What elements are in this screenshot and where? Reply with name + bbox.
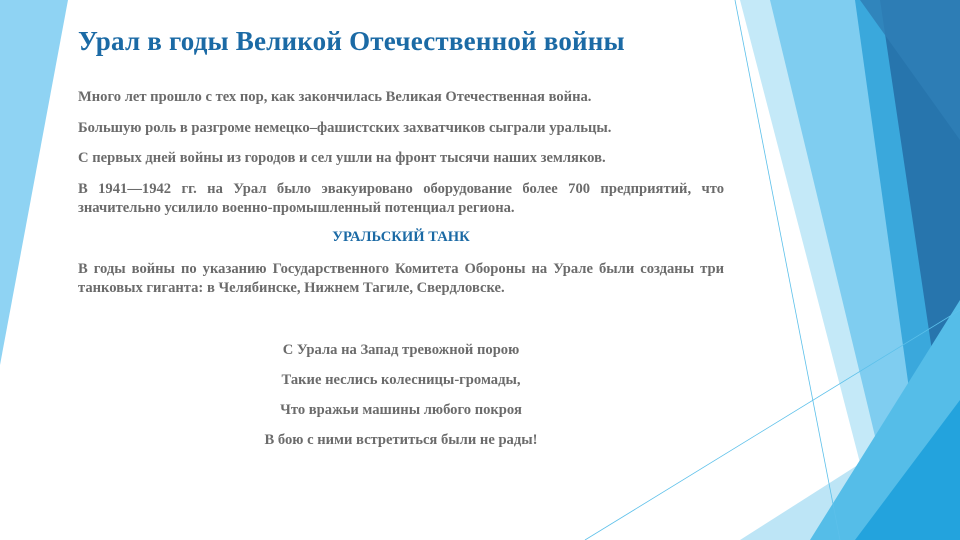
poem-line-3: Что вражьи машины любого покроя <box>280 402 522 418</box>
subheading-ural-tank: УРАЛЬСКИЙ ТАНК <box>332 229 470 245</box>
poem-line-4: В бою с ними встретиться были не рады! <box>264 432 538 448</box>
tank-paragraph: В годы войны по указанию Государственного Комитета Обороны на Урале были созданы три танковых гиганта: в Челябинске, Нижнем Тагиле, Свердловске. <box>78 261 724 296</box>
paragraph-3: С первых дней войны из городов и сел ушли на фронт тысячи наших земляков. <box>78 150 606 166</box>
paragraph-1: Много лет прошло с тех пор, как закончилась Великая Отечественная война. <box>78 89 592 105</box>
paragraph-2: Большую роль в разгроме немецко–фашистских захватчиков сыграли уральцы. <box>78 120 612 136</box>
slide-title: Урал в годы Великой Отечественной войны <box>78 26 625 56</box>
left-triangle-shape <box>0 0 68 365</box>
poem-line-2: Такие неслись колесницы-громады, <box>281 372 521 388</box>
paragraph-4: В 1941—1942 гг. на Урал было эвакуировано оборудование более 700 предприятий, что значительно усилило военно-промышленный потенциал региона. <box>78 181 724 216</box>
poem-line-1: С Урала на Запад тревожной порою <box>282 342 520 358</box>
